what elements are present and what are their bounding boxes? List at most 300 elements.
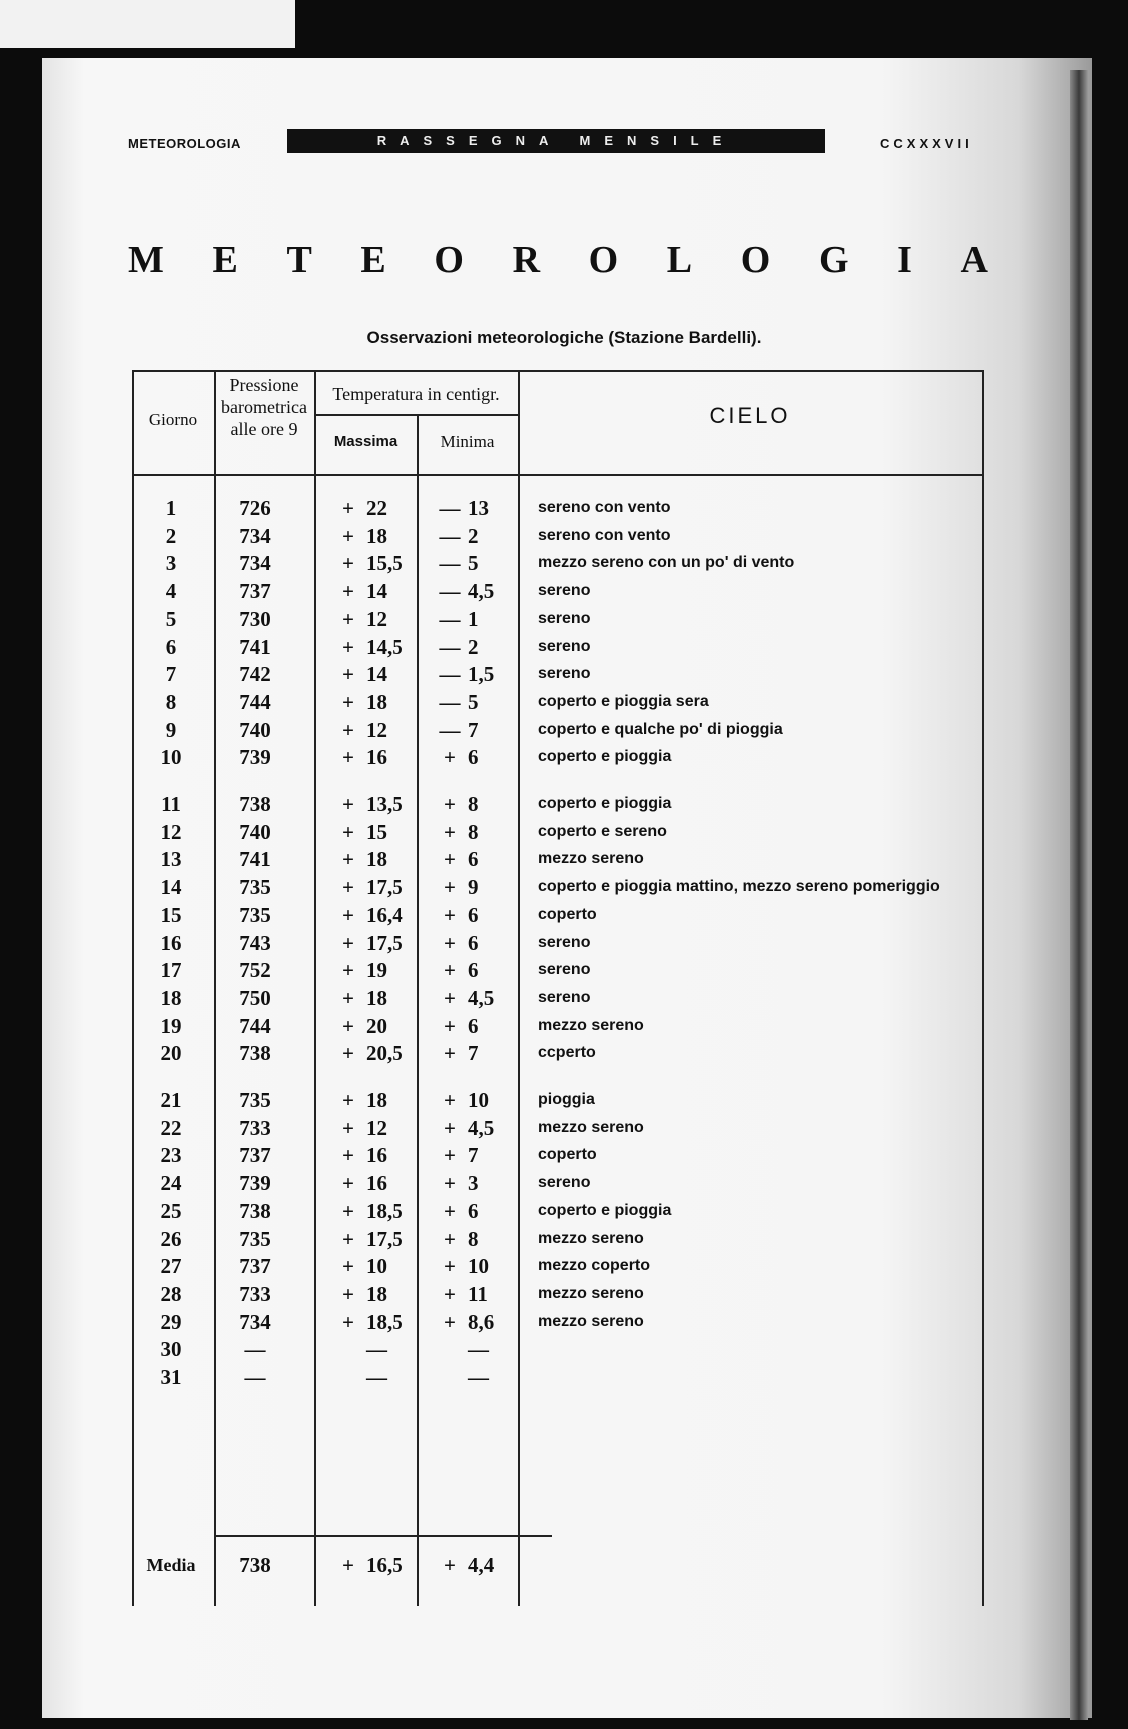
table-row xyxy=(132,1113,984,1143)
cell-min-sign: — xyxy=(439,662,461,687)
cell-max xyxy=(330,1140,445,1170)
cell-sky: coperto xyxy=(538,1146,597,1164)
cell-max-value: 16,4 xyxy=(366,902,403,927)
cell-max xyxy=(330,844,445,874)
title-letter: O xyxy=(588,239,619,281)
table-row xyxy=(132,742,984,772)
cell-min xyxy=(432,789,547,819)
weather-table xyxy=(132,370,984,1606)
cell-max-sign: + xyxy=(342,1226,354,1251)
running-header-left: METEOROLOGIA xyxy=(128,136,241,151)
cell-max-sign: + xyxy=(342,717,354,742)
cell-max-sign: + xyxy=(342,958,354,983)
cell-max-sign: + xyxy=(342,1171,354,1196)
cell-min xyxy=(432,1113,547,1143)
cell-day: 9 xyxy=(165,717,177,742)
cell-max-sign: + xyxy=(342,1088,354,1112)
cell-day: 4 xyxy=(165,579,177,604)
cell-pressure: 734 xyxy=(239,523,271,548)
cell-min-value: 8,6 xyxy=(468,1309,495,1334)
cell-max-sign: + xyxy=(342,1013,354,1038)
cell-min-value: 8 xyxy=(468,792,479,816)
cell-max xyxy=(330,687,445,717)
cell-pressure: 737 xyxy=(239,1254,271,1279)
cell-sky: sereno con vento xyxy=(538,499,671,516)
cell-pressure: 739 xyxy=(239,1171,271,1196)
mean-label: Media xyxy=(146,1555,196,1575)
cell-day: 30 xyxy=(160,1337,182,1362)
cell-sky: coperto e pioggia xyxy=(538,795,672,812)
cell-pressure: 739 xyxy=(239,745,271,770)
cell-pressure: 744 xyxy=(239,1013,271,1038)
cell-sky: sereno xyxy=(538,665,591,683)
cell-day: 29 xyxy=(160,1309,182,1334)
cell-pressure: 735 xyxy=(239,1088,271,1112)
cell-max-value: 18 xyxy=(366,523,387,548)
cell-min-value: — xyxy=(468,1337,489,1362)
cell-max-value: 12 xyxy=(366,717,387,742)
header-pressione-line1: Pressione xyxy=(229,375,299,395)
cell-max-sign: + xyxy=(342,1115,354,1140)
cell-min xyxy=(432,632,547,662)
cell-sky: mezzo sereno xyxy=(538,1016,644,1034)
header-pressione-line3: alle ore 9 xyxy=(230,419,298,439)
cell-max-value: 17,5 xyxy=(366,875,403,900)
mean-max-sign: + xyxy=(342,1553,354,1577)
cell-min-value: 6 xyxy=(468,745,479,770)
table-row xyxy=(132,955,984,985)
cell-min-value: — xyxy=(468,1365,489,1389)
cell-sky: mezzo sereno xyxy=(538,1118,644,1136)
cell-pressure: 738 xyxy=(239,792,271,816)
cell-pressure: 733 xyxy=(239,1281,271,1306)
cell-day: 18 xyxy=(160,985,182,1010)
title-letter: L xyxy=(666,239,693,281)
cell-pressure: 735 xyxy=(239,902,271,927)
table-row xyxy=(132,1168,984,1198)
cell-min-sign: + xyxy=(444,1226,456,1251)
cell-day: 24 xyxy=(160,1171,182,1196)
cell-max xyxy=(330,1038,445,1068)
cell-max xyxy=(330,1334,445,1364)
temp-header-rule xyxy=(314,414,518,416)
cell-max-sign: + xyxy=(342,523,354,548)
cell-max-sign: + xyxy=(342,930,354,955)
table-border-top xyxy=(132,370,984,372)
table-row xyxy=(132,1362,984,1392)
cell-max xyxy=(330,1307,445,1337)
cell-max-value: 16 xyxy=(366,1143,387,1168)
cell-min-sign: + xyxy=(444,792,456,816)
cell-max-value: 16 xyxy=(366,745,387,770)
cell-pressure: 735 xyxy=(239,875,271,900)
header-minima: Minima xyxy=(440,432,495,451)
cell-min xyxy=(432,1251,547,1281)
cell-min-sign: — xyxy=(439,579,461,604)
cell-min-sign: + xyxy=(444,1115,456,1140)
cell-max-value: 18 xyxy=(366,985,387,1010)
cell-day: 25 xyxy=(160,1198,182,1223)
cell-min-value: 7 xyxy=(468,1041,479,1066)
table-row xyxy=(132,521,984,551)
table-row xyxy=(132,548,984,578)
cell-max-value: 17,5 xyxy=(366,930,403,955)
cell-min xyxy=(432,1362,547,1392)
cell-sky: sereno con vento xyxy=(538,526,671,544)
cell-min-sign: + xyxy=(444,985,456,1010)
title-letter: O xyxy=(740,239,771,281)
cell-day: 6 xyxy=(165,634,177,659)
cell-day: 12 xyxy=(160,819,182,844)
cell-max-sign: + xyxy=(342,551,354,576)
cell-min-sign: + xyxy=(444,902,456,927)
cell-min xyxy=(432,1140,547,1170)
cell-min-sign: + xyxy=(444,1041,456,1066)
cell-min xyxy=(432,659,547,689)
mean-min xyxy=(432,1545,547,1585)
cell-min xyxy=(432,844,547,874)
mean-min-sign: + xyxy=(444,1553,456,1577)
title-letter: M xyxy=(128,239,164,281)
cell-max-sign: + xyxy=(342,1143,354,1168)
cell-min-sign: + xyxy=(444,1088,456,1112)
header-giorno: Giorno xyxy=(148,410,198,429)
cell-min xyxy=(432,687,547,717)
cell-min xyxy=(432,1038,547,1068)
cell-min-sign: + xyxy=(444,1143,456,1168)
cell-max-value: 18 xyxy=(366,1281,387,1306)
cell-sky: sereno xyxy=(538,582,591,600)
table-row xyxy=(132,1279,984,1309)
title-letter: A xyxy=(960,239,988,281)
cell-min-value: 4,5 xyxy=(468,579,495,604)
mean-row xyxy=(132,1545,984,1585)
cell-min xyxy=(432,1334,547,1364)
cell-max xyxy=(330,817,445,847)
table-row xyxy=(132,1196,984,1226)
cell-max-sign: + xyxy=(342,985,354,1010)
subtitle: Osservazioni meteorologiche (Stazione Bardelli). xyxy=(366,328,762,347)
cell-pressure: 741 xyxy=(239,634,271,659)
title-letter: I xyxy=(897,239,912,281)
cell-min-sign: + xyxy=(444,1281,456,1306)
cell-sky: coperto e pioggia xyxy=(538,748,672,766)
table-row xyxy=(132,1011,984,1041)
cell-min xyxy=(432,1279,547,1309)
cell-max-sign: + xyxy=(342,1254,354,1279)
table-row xyxy=(132,659,984,689)
cell-max-value: 18 xyxy=(366,689,387,714)
cell-min xyxy=(432,576,547,606)
header-cielo: CIELO xyxy=(709,403,791,428)
cell-min xyxy=(432,493,547,523)
cell-min xyxy=(432,521,547,551)
cell-min xyxy=(432,1196,547,1226)
header-pressione-line2: barometrica xyxy=(221,397,307,417)
cell-sky: mezzo sereno xyxy=(538,1229,644,1247)
table-row xyxy=(132,844,984,874)
cell-sky: mezzo sereno con un po' di vento xyxy=(538,554,795,572)
cell-max-value: 18 xyxy=(366,1088,387,1112)
cell-sky: sereno xyxy=(538,609,591,627)
cell-max-sign: + xyxy=(342,847,354,872)
cell-pressure: — xyxy=(244,1337,266,1362)
cell-min xyxy=(432,1085,547,1115)
cell-max-sign: + xyxy=(342,745,354,770)
cell-min-value: 9 xyxy=(468,875,479,900)
cell-max xyxy=(330,928,445,958)
cell-pressure: 744 xyxy=(239,689,271,714)
cell-day: 11 xyxy=(161,792,181,816)
cell-pressure: 742 xyxy=(239,662,271,687)
cell-sky: sereno xyxy=(538,1174,591,1192)
cell-min-sign: — xyxy=(439,551,461,576)
running-header-center: RASSEGNA MENSILE xyxy=(287,129,825,153)
cell-max xyxy=(330,983,445,1013)
cell-pressure: 735 xyxy=(239,1226,271,1251)
cell-max-value: 12 xyxy=(366,606,387,631)
table-row xyxy=(132,1251,984,1281)
table-row xyxy=(132,1038,984,1068)
cell-min-sign: — xyxy=(439,717,461,742)
cell-sky: coperto e pioggia xyxy=(538,1201,672,1219)
cell-max xyxy=(330,632,445,662)
cell-pressure: 734 xyxy=(239,1309,271,1334)
cell-min-value: 1 xyxy=(468,606,479,631)
cell-max-sign: + xyxy=(342,689,354,714)
cell-min-value: 6 xyxy=(468,902,479,927)
table-row xyxy=(132,1224,984,1254)
cell-sky: sereno xyxy=(538,961,591,979)
cell-pressure: — xyxy=(244,1365,266,1389)
header-rule xyxy=(132,474,984,476)
table-row xyxy=(132,632,984,662)
cell-max-value: 14 xyxy=(366,579,387,604)
cell-max xyxy=(330,576,445,606)
table-row xyxy=(132,900,984,930)
cell-sky: mezzo coperto xyxy=(538,1257,651,1275)
cell-day: 17 xyxy=(160,958,182,983)
cell-min xyxy=(432,715,547,745)
cell-max xyxy=(330,604,445,634)
cell-min xyxy=(432,872,547,902)
cell-pressure: 740 xyxy=(239,717,271,742)
cell-min xyxy=(432,983,547,1013)
page-edge xyxy=(1070,70,1088,1720)
cell-max xyxy=(330,789,445,819)
cell-min-value: 5 xyxy=(468,551,479,576)
cell-min-value: 4,5 xyxy=(468,1115,495,1140)
cell-min-value: 5 xyxy=(468,689,479,714)
table-row xyxy=(132,1140,984,1170)
cell-min xyxy=(432,742,547,772)
cell-day: 3 xyxy=(165,551,177,576)
cell-max-sign: + xyxy=(342,1281,354,1306)
cell-day: 23 xyxy=(160,1143,182,1168)
cell-min xyxy=(432,1168,547,1198)
cell-min-value: 6 xyxy=(468,847,479,872)
cell-min-sign: + xyxy=(444,875,456,900)
cell-day: 28 xyxy=(160,1281,182,1306)
cell-min-value: 13 xyxy=(468,496,489,520)
cell-min-value: 8 xyxy=(468,819,479,844)
table-row xyxy=(132,715,984,745)
table-row xyxy=(132,872,984,902)
title-letter: O xyxy=(434,239,464,281)
cell-min xyxy=(432,604,547,634)
cell-max-value: 16 xyxy=(366,1171,387,1196)
mean-min-value: 4,4 xyxy=(468,1553,495,1577)
cell-max-value: 10 xyxy=(366,1254,387,1279)
cell-max xyxy=(330,1196,445,1226)
cell-max-value: 19 xyxy=(366,958,387,983)
cell-max-sign: + xyxy=(342,875,354,900)
cell-min-sign: — xyxy=(439,606,461,631)
cell-pressure: 741 xyxy=(239,847,271,872)
cell-min-value: 10 xyxy=(468,1254,489,1279)
cell-day: 26 xyxy=(160,1226,182,1251)
cell-max xyxy=(330,1279,445,1309)
cell-max xyxy=(330,659,445,689)
cell-pressure: 752 xyxy=(239,958,271,983)
cell-min-value: 6 xyxy=(468,1013,479,1038)
cell-day: 22 xyxy=(160,1115,182,1140)
cell-day: 19 xyxy=(160,1013,182,1038)
cell-min-sign: — xyxy=(439,496,461,520)
cell-max xyxy=(330,1168,445,1198)
cell-sky: ccperto xyxy=(538,1044,596,1062)
cell-day: 7 xyxy=(165,662,177,687)
cell-min-value: 10 xyxy=(468,1088,489,1112)
cell-min xyxy=(432,928,547,958)
title-letter: E xyxy=(212,239,238,281)
cell-min-value: 2 xyxy=(468,523,479,548)
cell-min-sign: — xyxy=(439,634,461,659)
cell-max-sign: + xyxy=(342,902,354,927)
cell-min xyxy=(432,1224,547,1254)
cell-max-value: 18 xyxy=(366,847,387,872)
scan-corner xyxy=(0,0,295,48)
cell-day: 2 xyxy=(165,523,177,548)
cell-max xyxy=(330,900,445,930)
cell-pressure: 738 xyxy=(239,1041,271,1066)
cell-day: 21 xyxy=(160,1088,182,1112)
cell-pressure: 738 xyxy=(239,1198,271,1223)
table-row xyxy=(132,817,984,847)
cell-min-sign: + xyxy=(444,958,456,983)
cell-min xyxy=(432,900,547,930)
title-letter: G xyxy=(818,239,849,281)
mean-rule xyxy=(214,1535,552,1537)
cell-max xyxy=(330,1011,445,1041)
cell-max xyxy=(330,1362,445,1392)
cell-day: 20 xyxy=(160,1041,182,1066)
cell-sky: sereno xyxy=(538,933,591,951)
cell-sky: pioggia xyxy=(538,1091,595,1108)
cell-min-value: 4,5 xyxy=(468,985,495,1010)
cell-max-value: 13,5 xyxy=(366,792,403,816)
table-row xyxy=(132,1307,984,1337)
table-row xyxy=(132,687,984,717)
cell-max xyxy=(330,548,445,578)
cell-pressure: 737 xyxy=(239,1143,271,1168)
table-row xyxy=(132,983,984,1013)
cell-pressure: 743 xyxy=(239,930,271,955)
cell-max-value: 15 xyxy=(366,819,387,844)
cell-max-sign: + xyxy=(342,819,354,844)
title-letter: T xyxy=(286,239,312,281)
cell-sky: mezzo sereno xyxy=(538,1312,644,1330)
cell-min-value: 6 xyxy=(468,958,479,983)
cell-day: 14 xyxy=(160,875,182,900)
cell-max-value: 18,5 xyxy=(366,1309,403,1334)
cell-pressure: 737 xyxy=(239,579,271,604)
table-row xyxy=(132,1085,984,1115)
cell-max-value: 20,5 xyxy=(366,1041,403,1066)
cell-min-value: 11 xyxy=(468,1281,488,1306)
cell-min xyxy=(432,548,547,578)
running-header-right: CCXXXVII xyxy=(880,136,973,151)
cell-pressure: 740 xyxy=(239,819,271,844)
cell-max-value: 17,5 xyxy=(366,1226,403,1251)
title-letter: R xyxy=(512,239,541,281)
cell-max-value: 12 xyxy=(366,1115,387,1140)
cell-pressure: 733 xyxy=(239,1115,271,1140)
cell-max-value: 20 xyxy=(366,1013,387,1038)
cell-min-value: 1,5 xyxy=(468,662,495,687)
cell-day: 27 xyxy=(160,1254,182,1279)
mean-max xyxy=(330,1545,445,1585)
cell-max-sign: + xyxy=(342,662,354,687)
cell-min-sign: + xyxy=(444,1013,456,1038)
cell-max-value: — xyxy=(366,1365,387,1389)
cell-max xyxy=(330,1251,445,1281)
cell-min-sign: + xyxy=(444,1309,456,1334)
cell-day: 15 xyxy=(160,902,182,927)
table-row xyxy=(132,1334,984,1364)
table-row xyxy=(132,928,984,958)
cell-min-sign: + xyxy=(444,1254,456,1279)
cell-max xyxy=(330,1113,445,1143)
cell-day: 16 xyxy=(160,930,182,955)
cell-min-sign: — xyxy=(439,523,461,548)
cell-max-value: — xyxy=(366,1337,387,1362)
cell-max-sign: + xyxy=(342,1198,354,1223)
cell-min-sign: + xyxy=(444,1171,456,1196)
cell-sky: coperto xyxy=(538,905,597,923)
cell-sky: sereno xyxy=(538,637,591,655)
cell-day: 10 xyxy=(160,745,182,770)
cell-max-sign: + xyxy=(342,579,354,604)
cell-pressure: 734 xyxy=(239,551,271,576)
title-letter: E xyxy=(360,239,386,281)
cell-min-sign: + xyxy=(444,745,456,770)
cell-sky: mezzo sereno xyxy=(538,1284,644,1302)
cell-max xyxy=(330,742,445,772)
cell-day: 1 xyxy=(165,496,177,520)
cell-max-sign: + xyxy=(342,606,354,631)
cell-max xyxy=(330,493,445,523)
cell-max-value: 22 xyxy=(366,496,387,520)
cell-max-sign: + xyxy=(342,496,354,520)
cell-min-value: 7 xyxy=(468,1143,479,1168)
cell-max-value: 14 xyxy=(366,662,387,687)
cell-min-value: 8 xyxy=(468,1226,479,1251)
cell-max-sign: + xyxy=(342,1041,354,1066)
cell-max-value: 14,5 xyxy=(366,634,403,659)
page-title xyxy=(128,238,988,282)
cell-min-sign: + xyxy=(444,930,456,955)
